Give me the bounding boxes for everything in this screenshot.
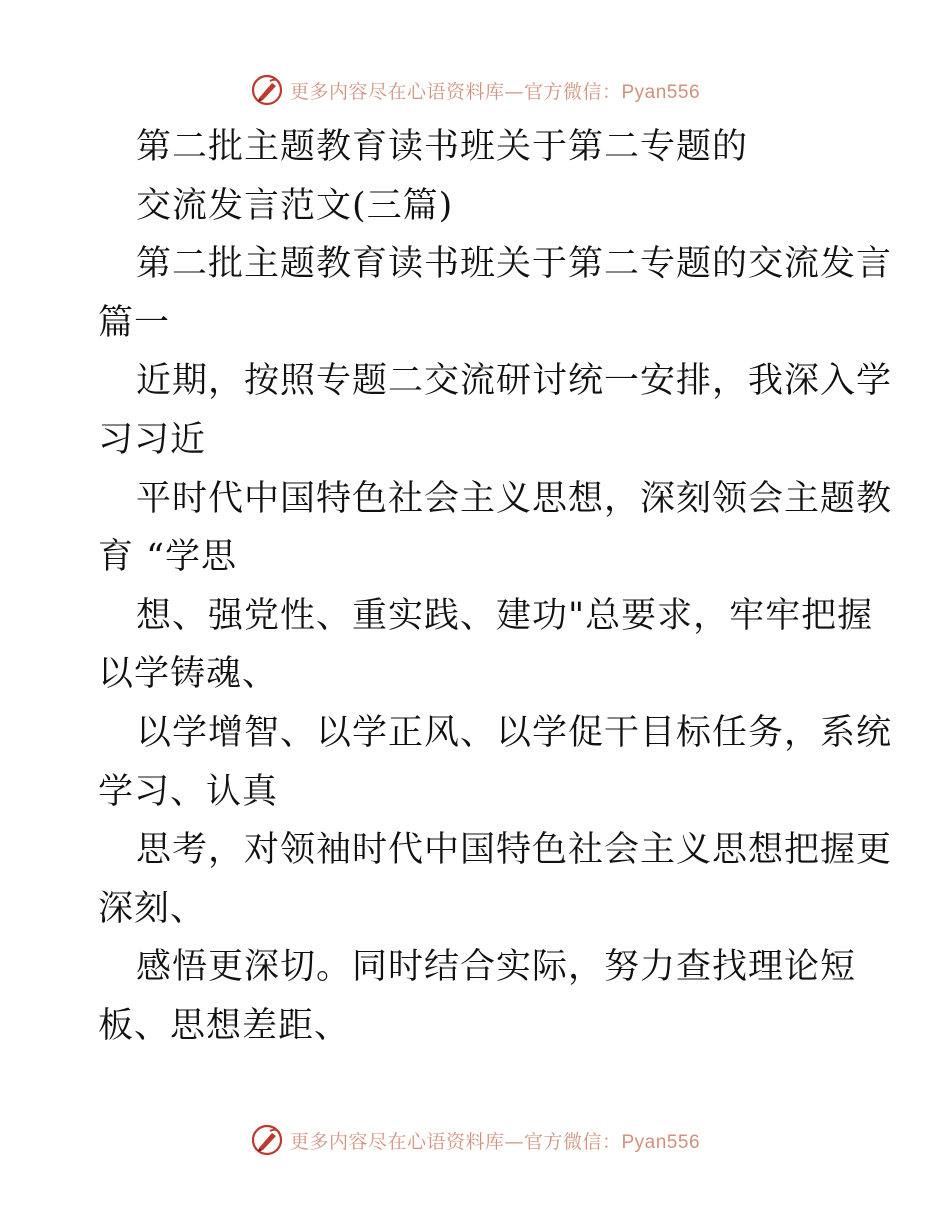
body-line: 习习近 xyxy=(98,419,207,460)
body-line: 平时代中国特色社会主义思想，深刻领会主题教 xyxy=(136,478,893,519)
body-line: 感悟更深切。同时结合实际，努力查找理论短 xyxy=(136,947,857,988)
header-site-text: 更多内容尽在心语资料库—官方微信： xyxy=(289,80,622,103)
pen-logo-icon xyxy=(250,73,284,107)
footer-banner-inner xyxy=(250,1123,700,1157)
pen-logo-icon xyxy=(250,1123,284,1157)
body-line: 篇一 xyxy=(98,302,171,343)
body-line: 第二批主题教育读书班关于第二专题的交流发言 xyxy=(136,244,893,285)
body-line: 板、思想差距、 xyxy=(98,1005,351,1046)
footer-wechat-id: Pyan556 xyxy=(621,1131,701,1153)
body-line: 学习、认真 xyxy=(98,771,279,812)
footer-site-text: 更多内容尽在心语资料库—官方微信： xyxy=(289,1130,622,1153)
body-line: 近期，按照专题二交流研讨统一安排，我深入学 xyxy=(136,361,893,402)
document-body xyxy=(98,118,893,1056)
document-title-line-1: 第二批主题教育读书班关于第二专题的 xyxy=(136,127,749,167)
body-line: 以学增智、以学正风、以学促干目标任务，系统 xyxy=(136,712,893,753)
body-line: 思考，对领袖时代中国特色社会主义思想把握更 xyxy=(136,830,893,871)
body-line: 以学铸魂、 xyxy=(98,654,279,695)
header-banner xyxy=(0,70,950,110)
document-title-line-2: 交流发言范文(三篇) xyxy=(136,185,454,226)
header-banner-text xyxy=(290,77,700,104)
header-banner-inner xyxy=(250,73,700,107)
footer-banner xyxy=(0,1120,950,1160)
body-line: 想、强党性、重实践、建功"总要求，牢牢把握 xyxy=(136,595,874,636)
footer-banner-text xyxy=(290,1127,700,1154)
body-line: 育 “学思 xyxy=(98,537,238,578)
body-line: 深刻、 xyxy=(98,888,207,929)
header-wechat-id: Pyan556 xyxy=(621,81,701,103)
body-text xyxy=(98,235,893,1055)
